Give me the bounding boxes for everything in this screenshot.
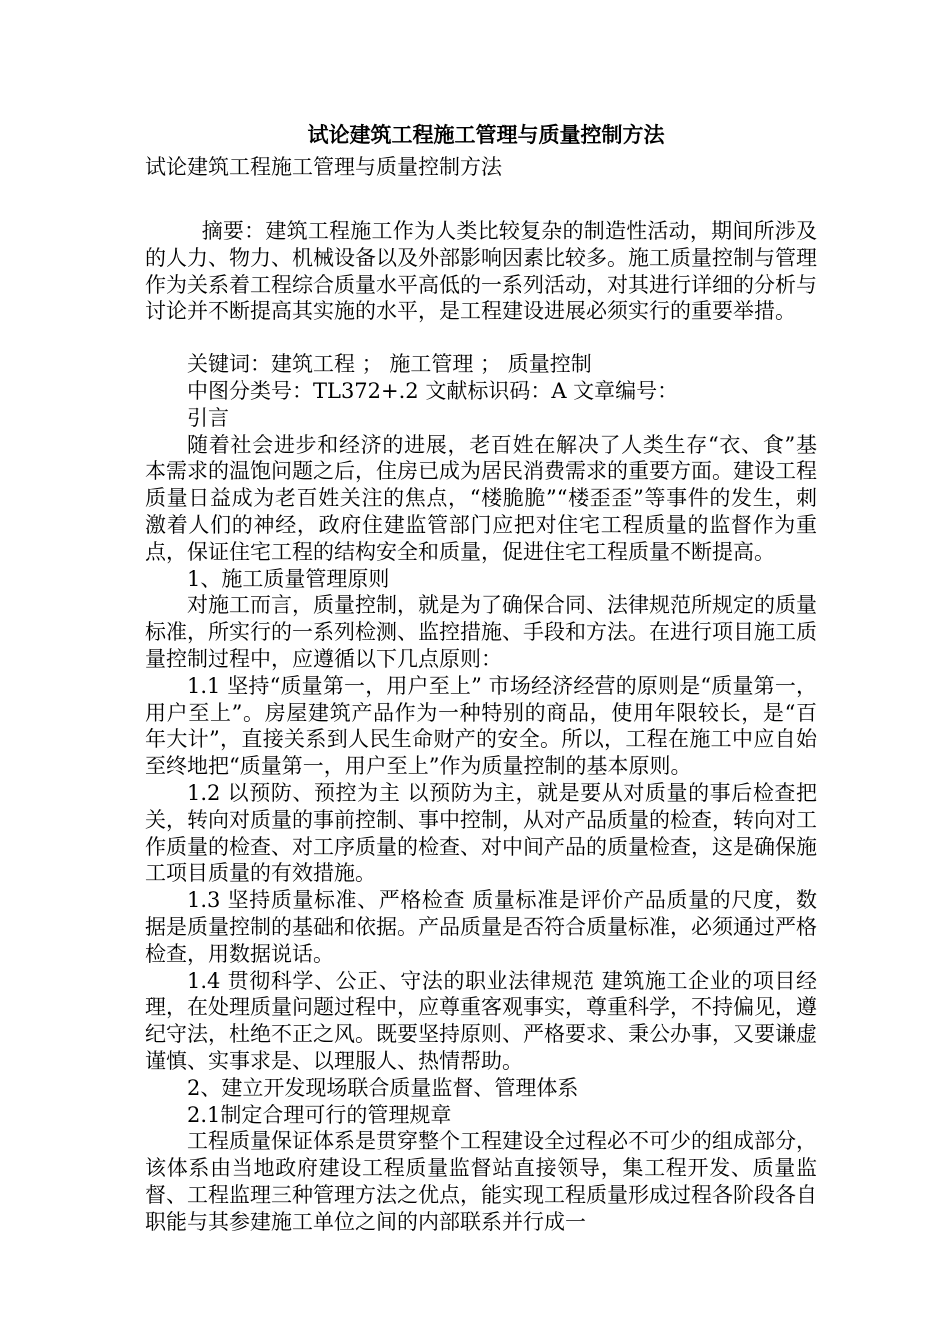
section-1-heading: 1、施工质量管理原则 xyxy=(187,566,390,591)
section-1-4-paragraph: 1.4 贯彻科学、公正、守法的职业法律规范 建筑施工企业的项目经理，在处理质量问题过程中，应尊重客观事实，尊重科学，不持偏见，遵纪守法，杜绝不正之风。既要坚持原则、严格要求、秉公办事，又要谦虚谨慎、实事求是、以理服人、热情帮助。 xyxy=(145,968,817,1073)
keywords-line: 关键词：建筑工程 ； 施工管理 ； 质量控制 xyxy=(187,352,592,377)
section-1-3-paragraph: 1.3 坚持质量标准、严格检查 质量标准是评价产品质量的尺度，数据是质量控制的基础和依据。产品质量是否符合质量标准，必须通过严格检查，用数据说话。 xyxy=(145,888,817,966)
section-2-1-heading: 2.1制定合理可行的管理规章 xyxy=(187,1102,452,1127)
section-1-1-paragraph: 1.1 坚持“质量第一，用户至上” 市场经济经营的原则是“质量第一，用户至上”。房屋建筑产品作为一种特别的商品，使用年限较长，是“百年大计”，直接关系到人民生命财产的安全。所以，工程在施工中应自始至终地把“质量第一，用户至上”作为质量控制的基本原则。 xyxy=(145,673,817,779)
section-1-intro-paragraph: 对施工而言，质量控制，就是为了确保合同、法律规范所规定的质量标准，所实行的一系列检测、监控措施、手段和方法。在进行项目施工质量控制过程中，应遵循以下几点原则： xyxy=(145,593,817,671)
document-page xyxy=(145,118,817,1235)
document-title: 试论建筑工程施工管理与质量控制方法 xyxy=(307,122,665,147)
classification-line: 中图分类号：TL372+.2 文献标识码：A 文章编号： xyxy=(187,378,679,403)
section-2-heading: 2、建立开发现场联合质量监督、管理体系 xyxy=(187,1075,579,1100)
intro-paragraph: 随着社会进步和经济的进展，老百姓在解决了人类生存“衣、食”基本需求的温饱问题之后，住房已成为居民消费需求的重要方面。建设工程质量日益成为老百姓关注的焦点，“楼脆脆”“楼歪歪”等事件的发生，刺激着人们的神经，政府住建监管部门应把对住宅工程质量的监督作为重点，保证住宅工程的结构安全和质量，促进住宅工程质量不断提高。 xyxy=(145,432,817,564)
intro-heading: 引言 xyxy=(187,405,229,430)
document-subtitle: 试论建筑工程施工管理与质量控制方法 xyxy=(145,155,502,179)
section-1-2-paragraph: 1.2 以预防、预控为主 以预防为主，就是要从对质量的事后检查把关，转向对质量的事前控制、事中控制，从对产品质量的检查，转向对工作质量的检查、对工序质量的检查、对中间产品的质量检查，这是确保施工项目质量的有效措施。 xyxy=(145,780,817,886)
spacer xyxy=(145,325,817,351)
abstract-paragraph: 摘要：建筑工程施工作为人类比较复杂的制造性活动，期间所涉及的人力、物力、机械设备以及外部影响因素比较多。施工质量控制与管理作为关系着工程综合质量水平高低的一系列活动，对其进行详细的分析与讨论并不断提高其实施的水平，是工程建设进展必须实行的重要举措。 xyxy=(145,219,817,324)
section-2-1-paragraph: 工程质量保证体系是贯穿整个工程建设全过程必不可少的组成部分，该体系由当地政府建设工程质量监督站直接领导，集工程开发、质量监督、工程监理三种管理方法之优点，能实现工程质量形成过程各阶段各自职能与其参建施工单位之间的内部联系并行成一 xyxy=(145,1129,817,1234)
